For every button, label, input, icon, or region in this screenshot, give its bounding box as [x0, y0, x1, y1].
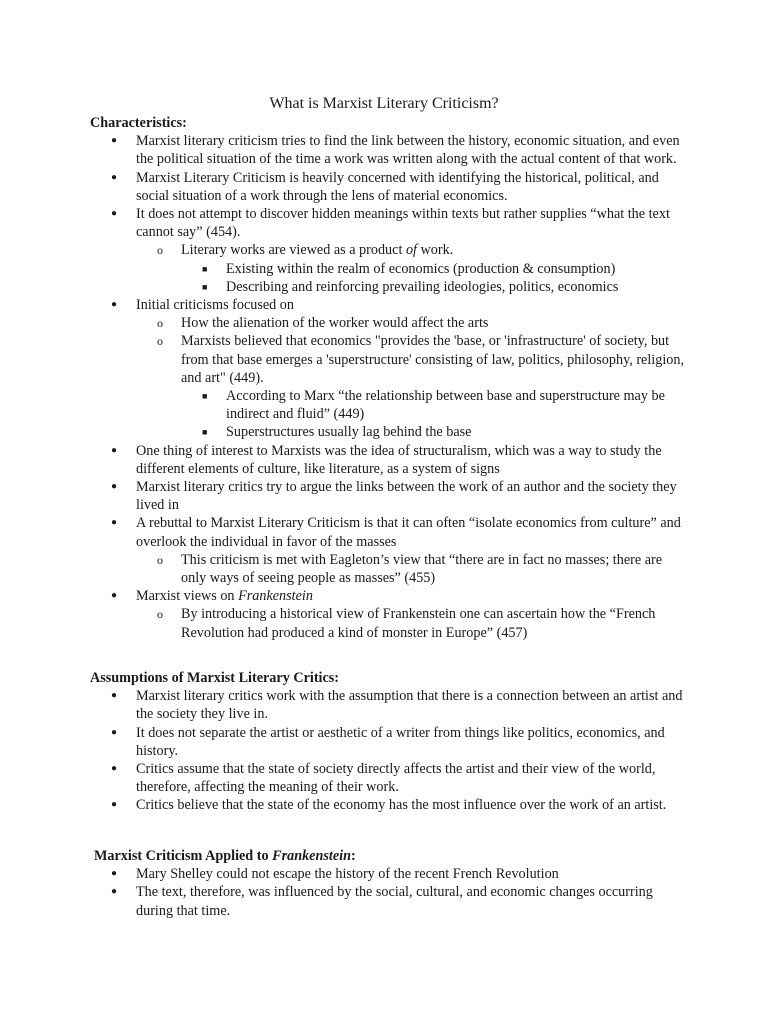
- list-item: [90, 387, 690, 423]
- section-heading-applied: [90, 847, 690, 865]
- list-item-text: Critics assume that the state of society directly affects the artist and their view of the world, therefore, affecting the meaning of their work.: [136, 761, 656, 796]
- bullet-marker: ●: [111, 590, 118, 602]
- emphasis-text: Frankenstein: [238, 588, 313, 605]
- list-item: [90, 296, 690, 314]
- list-item: [90, 314, 690, 332]
- list-item-text: It does not attempt to discover hidden meanings within texts but rather supplies “what the text cannot say” (454).: [136, 206, 670, 241]
- list-item-text: Marxist literary critics try to argue the links between the work of an author and the society they lived in: [136, 479, 677, 514]
- bullet-marker: ●: [111, 886, 118, 898]
- bullet-marker: ●: [111, 868, 118, 880]
- bullet-marker: ●: [111, 517, 118, 529]
- bullet-marker: ●: [111, 726, 118, 738]
- bullet-marker: ●: [111, 299, 118, 311]
- list-item: [90, 724, 690, 760]
- list-item-text: By introducing a historical view of Frankenstein one can ascertain how the “French Revolution had produced a kind of monster in Europe” (457): [181, 606, 656, 641]
- list-item-text: How the alienation of the worker would affect the arts: [181, 315, 489, 332]
- square-marker: ■: [202, 427, 208, 438]
- list-item: [90, 478, 690, 514]
- assumptions-list: [90, 687, 690, 814]
- list-item: [90, 796, 690, 814]
- list-item: [90, 514, 690, 550]
- emphasis-text: Frankenstein: [272, 848, 351, 864]
- section-characteristics: [90, 114, 690, 642]
- list-item: [90, 551, 690, 587]
- list-item-text: Existing within the realm of economics (production & consumption): [226, 260, 616, 277]
- square-marker: ■: [202, 281, 208, 292]
- circle-marker: o: [157, 552, 163, 567]
- circle-marker: o: [157, 316, 163, 331]
- bullet-marker: ●: [111, 444, 118, 456]
- list-item: [90, 241, 690, 259]
- bullet-marker: ●: [111, 171, 118, 183]
- bullet-marker: ●: [111, 690, 118, 702]
- list-item: [90, 132, 690, 168]
- list-item-text: Describing and reinforcing prevailing ideologies, politics, economics: [226, 278, 619, 295]
- list-item-text: A rebuttal to Marxist Literary Criticism is that it can often “isolate economics from culture” and overlook the individual in favor of the masses: [136, 515, 681, 550]
- text-run: Marxist views on: [136, 588, 239, 605]
- text-run: work.: [416, 242, 454, 259]
- bullet-marker: ●: [111, 799, 118, 811]
- bullet-marker: ●: [111, 208, 118, 220]
- section-assumptions: [90, 669, 690, 815]
- list-item-text: One thing of interest to Marxists was the idea of structuralism, which was a way to study the different elements of culture, like literature, as a system of signs: [136, 442, 662, 477]
- list-item-text: Marxist literary critics work with the assumption that there is a connection between an artist and the society they live in.: [136, 688, 683, 723]
- list-item: [90, 587, 690, 605]
- list-item-text: According to Marx “the relationship between base and superstructure may be indirect and fluid” (449): [226, 388, 665, 423]
- list-item-text: This criticism is met with Eagleton’s view that “there are in fact no masses; there are only ways of seeing people as masses” (455): [181, 551, 663, 587]
- circle-marker: o: [157, 607, 163, 622]
- document-title: What is Marxist Literary Criticism?: [269, 95, 499, 112]
- list-item-text: It does not separate the artist or aesthetic of a writer from things like politics, economics, and history.: [136, 724, 665, 759]
- list-item: [90, 865, 690, 883]
- list-item-text: Marxist literary criticism tries to find the link between the history, economic situation, and even the political situation of the time a work was written along with the actual content of that work.: [136, 133, 680, 168]
- emphasis-text: of: [405, 242, 417, 259]
- list-item-text: Initial criticisms focused on: [136, 297, 294, 314]
- list-item: [90, 760, 690, 796]
- text-run: Literary works are viewed as a product: [181, 242, 406, 259]
- section-heading-assumptions: Assumptions of Marxist Literary Critics:: [90, 670, 340, 686]
- bullet-marker: ●: [111, 763, 118, 775]
- square-marker: ■: [202, 263, 208, 274]
- circle-marker: o: [157, 243, 163, 258]
- list-item: [90, 169, 690, 205]
- characteristics-list: [90, 132, 690, 642]
- text-run: :: [350, 848, 356, 864]
- list-item: [90, 332, 690, 387]
- list-item: [90, 687, 690, 723]
- list-item-text: Marxists believed that economics "provides the 'base, or 'infrastructure' of society, but from that base emerges a 'superstructure' consisting of law, politics, philosophy, religion, and art" (449).: [181, 333, 685, 386]
- list-item-text: The text, therefore, was influenced by the social, cultural, and economic changes occurring during that time.: [136, 884, 653, 919]
- list-item: [90, 442, 690, 478]
- circle-marker: o: [157, 334, 163, 349]
- section-heading-characteristics: Characteristics:: [90, 115, 187, 131]
- section-applied: [90, 847, 690, 920]
- list-item-text: [136, 587, 690, 605]
- list-item-text: Marxist Literary Criticism is heavily concerned with identifying the historical, political, and social situation of a work through the lens of material economics.: [136, 169, 659, 204]
- list-item: [90, 423, 690, 441]
- list-item: [90, 205, 690, 241]
- bullet-marker: ●: [111, 481, 118, 493]
- list-item: [90, 260, 690, 278]
- list-item-text: Critics believe that the state of the economy has the most influence over the work of an artist.: [136, 797, 667, 814]
- text-run: Marxist Criticism Applied to: [94, 848, 273, 864]
- list-item-text: Mary Shelley could not escape the history of the recent French Revolution: [136, 866, 559, 883]
- applied-list: [90, 865, 690, 920]
- list-item: [90, 278, 690, 296]
- bullet-marker: ●: [111, 135, 118, 147]
- list-item: [90, 883, 690, 919]
- list-item-text: [181, 241, 690, 259]
- list-item: [90, 605, 690, 641]
- list-item-text: Superstructures usually lag behind the base: [226, 424, 472, 441]
- square-marker: ■: [202, 391, 208, 402]
